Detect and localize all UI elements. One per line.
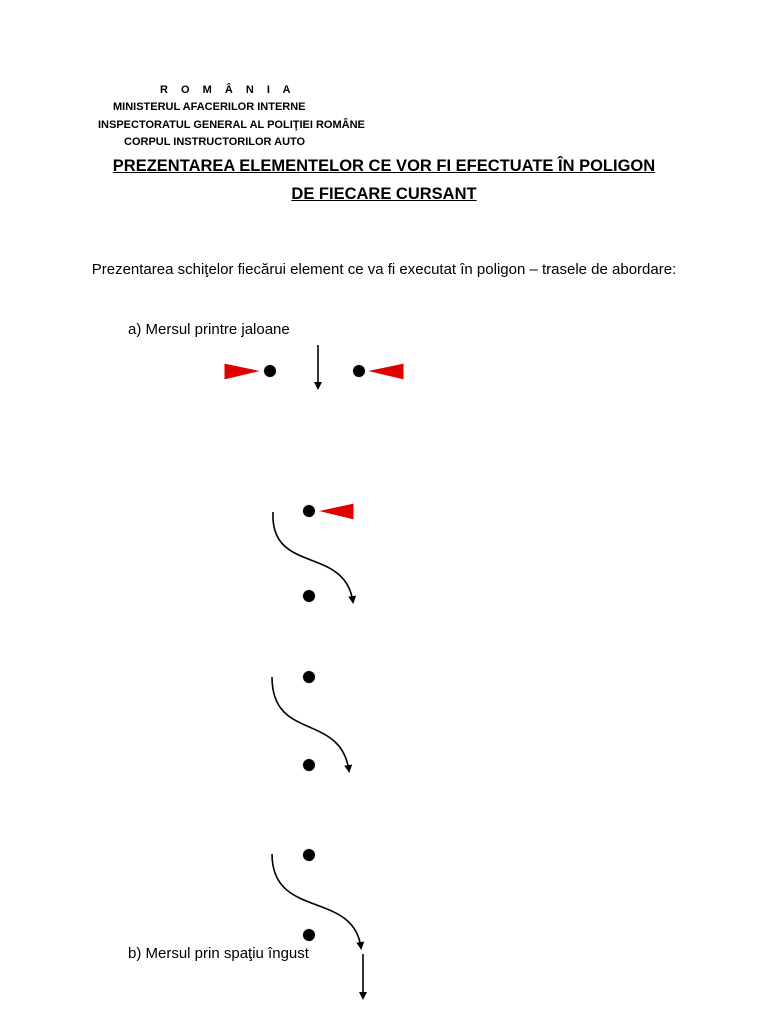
curve-arrow <box>273 512 353 602</box>
curve-arrow <box>272 677 349 771</box>
intro-paragraph: Prezentarea schiţelor fiecărui element ce va fi executat în poligon – trasele de abordare: <box>91 261 677 278</box>
slalom-pole-marker <box>303 505 316 518</box>
slalom-pole-marker <box>303 671 316 684</box>
title-line-2: DE FIECARE CURSANT <box>291 185 477 203</box>
slalom-pole-marker <box>303 849 316 862</box>
slalom-pole-marker <box>303 590 316 603</box>
header-inspectorate: INSPECTORATUL GENERAL AL POLIŢIEI ROMÂNE <box>98 119 365 131</box>
header-ministry: MINISTERUL AFACERILOR INTERNE <box>113 101 306 113</box>
slalom-segment-2 <box>272 671 349 772</box>
slalom-pole-marker <box>303 759 316 772</box>
slalom-pole-marker <box>303 929 316 942</box>
left-pole-marker <box>264 365 277 378</box>
left-flag <box>224 363 262 380</box>
slalom-segment-3 <box>272 849 361 949</box>
section-b-heading: b) Mersul prin spaţiu îngust <box>128 945 309 962</box>
right-pole-marker <box>353 365 366 378</box>
header-corps: CORPUL INSTRUCTORILOR AUTO <box>124 136 306 148</box>
start-gate <box>224 345 404 388</box>
curve-arrow <box>272 854 361 948</box>
header-country: R O M Â N I A <box>160 84 296 96</box>
title-line-1: PREZENTAREA ELEMENTELOR CE VOR FI EFECTUATE ÎN POLIGON <box>112 157 656 175</box>
slalom-flag <box>317 503 354 520</box>
section-a-heading: a) Mersul printre jaloane <box>128 321 290 338</box>
right-flag <box>366 363 404 380</box>
slalom-segment-1 <box>273 503 354 603</box>
